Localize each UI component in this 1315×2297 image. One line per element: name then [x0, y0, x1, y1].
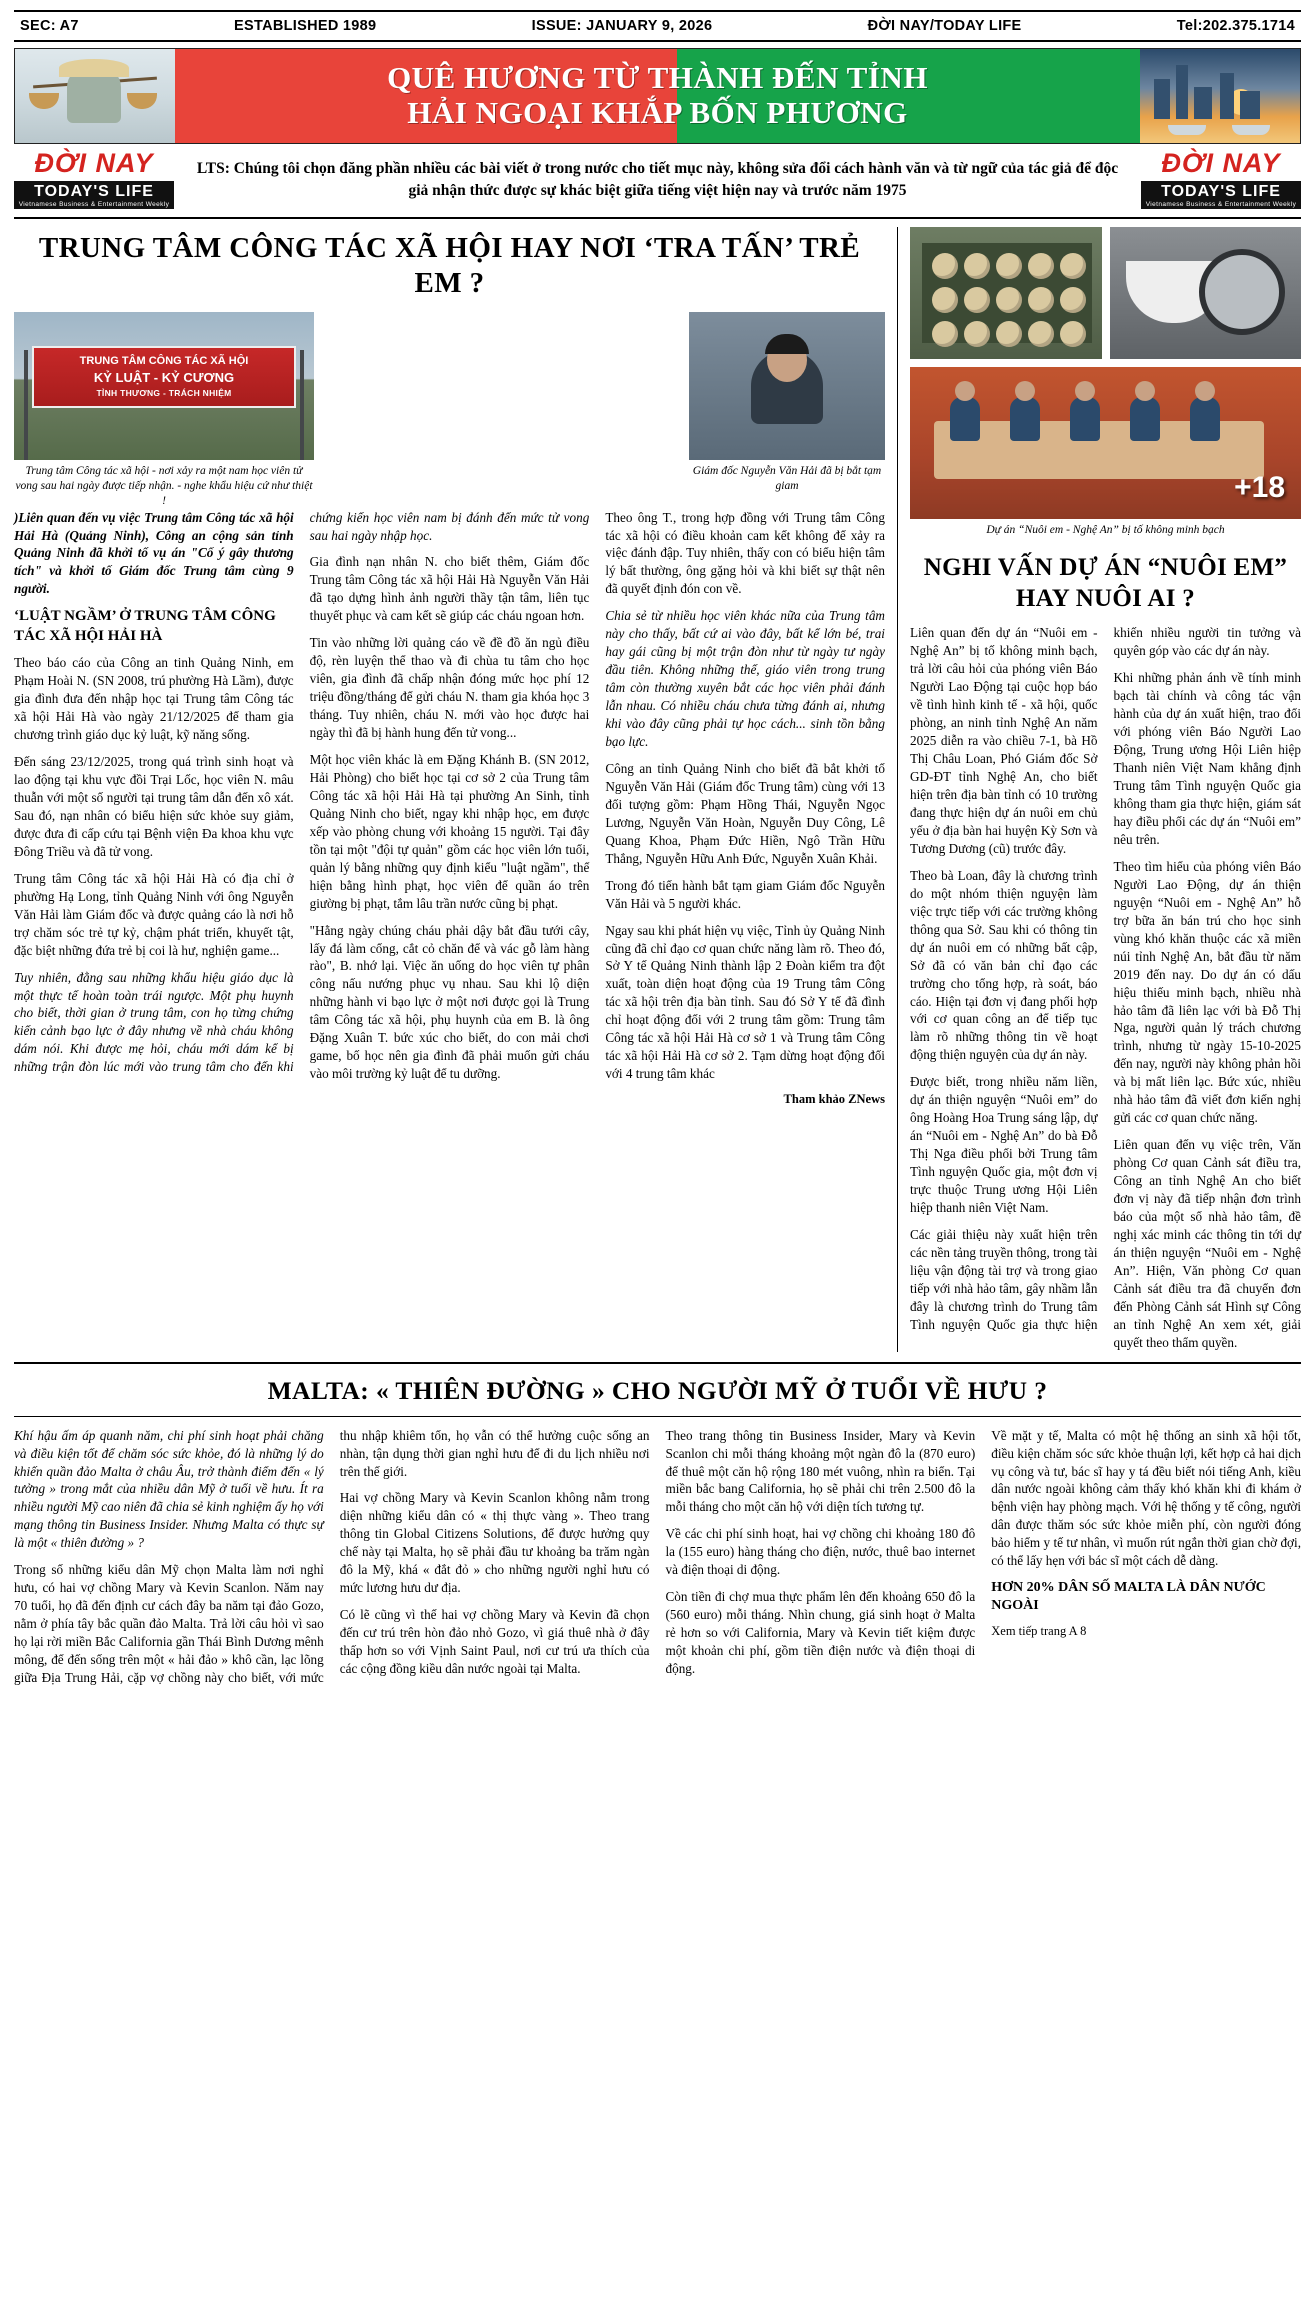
- egg-shape: [1028, 287, 1054, 313]
- egg-shape: [1060, 321, 1086, 347]
- building-shape: [1240, 91, 1260, 119]
- article2-photo-caption: Dự án “Nuôi em - Nghệ An” bị tố không minh bạch: [986, 524, 1225, 536]
- child-head-shape: [1075, 381, 1095, 401]
- building-shape: [1194, 87, 1212, 119]
- signboard: [32, 346, 296, 408]
- egg-shape: [996, 253, 1022, 279]
- lts-note: LTS: Chúng tôi chọn đăng phần nhiều các bài viết ở trong nước cho tiết mục này, không sửa đổi cách hành văn và từ ngữ của tác giả để độc giả nhận thức được sự khác biệt giữa tiếng việt hiện nay và trước năm 1975: [196, 160, 1119, 199]
- article1-source: Tham khảo ZNews: [783, 1092, 885, 1107]
- egg-shape: [996, 287, 1022, 313]
- article1-p7: Một học viên khác là em Đặng Khánh B. (SN 2012, Hải Phòng) cho biết học tại cơ sở 2 của Trung tâm Công tác xã hội Hải Hà tại phường An Sinh, tỉnh Quảng Ninh cho biết, ngay khi nhập học, em được xếp vào phòng chung với khoảng 15 người. Tại đây tồn tại một "đội tự quản" gồm các học viên lớn tuổi, quản lý bằng những quy định kiểu "luật ngầm", thể hiện bằng hình phạt, học viên để quần áo trên giường bị phạt, tắm lâu trần nước cũng bị phạt.: [309, 752, 590, 911]
- child-figure-shape: [1010, 397, 1040, 441]
- photo-egg-tray: [910, 227, 1102, 359]
- article2-p6: Theo tìm hiểu của phóng viên Báo Người Lao Động, dự án thiện nguyện “Nuôi em - Nghệ An” hỗ trợ bữa ăn bán trú cho học sinh vùng khó khăn thuộc các xã miền núi tỉnh Nghệ An, bắt đầu từ năm 2019 đến nay. Do dự án có dấu hiệu thiếu minh bạch, nhiều nhà hảo tâm đã liên lạc với bà Đỗ Thị Nga, người quản lý trách chương trình, nhưng từ ngày 15-10-2025 đến nay, người này không phản hồi và bị mất liên lạc. Bức xúc, nhiều nhà hảo tâm đã viết đơn kiến nghị gửi các cơ quan chức năng.: [1113, 858, 1301, 1126]
- egg-shape: [1028, 253, 1054, 279]
- egg-shape: [932, 287, 958, 313]
- cooking-pot-shape: [1199, 249, 1285, 335]
- pole-shape: [300, 350, 304, 460]
- article1-p8: "Hằng ngày chúng cháu phải dậy bắt đầu tưới cây, lấy đá làm cổng, cắt cỏ chăn để và vác gỗ làm hàng rào", B. nhớ lại. Việc ăn uống do học viên tự phân công nấu nướng phục vụ nhau. Sau khi lộ diện những hành vi bạo lực ở một nơi được gọi là Trung tâm Công tác xã hội, phụ huynh của em B. là ông Đặng Xuân T. bức xúc cho biết, do con mải chơi game, bố học nên gia đình đã phải muốn gửi cháu vào môi trường kỷ luật để tu dưỡng.: [309, 922, 590, 1082]
- photo-rice-pot: [1110, 227, 1302, 359]
- logo-name-text: ĐỜI NAY: [34, 148, 154, 178]
- article1-p5: Gia đình nạn nhân N. cho biết thêm, Giám đốc Trung tâm Công tác xã hội Hải Hà Nguyễn Văn Hải đã tạo dựng hình ảnh người thầy tận tâm, liên tục thuyết phục và cam kết sẽ giúp các cháu ngoan hơn.: [309, 554, 590, 624]
- article2-headline: NGHI VẤN DỰ ÁN “NUÔI EM” HAY NUÔI AI ?: [923, 553, 1288, 613]
- banner-photo-vendor: [15, 49, 175, 143]
- article3-p2: Trong số những kiểu dân Mỹ chọn Malta làm nơi nghỉ hưu, có hai vợ chồng Mary và Kevin Scanlon. Năm nay 70 tuổi, họ đã đến định cư cách đây ba năm tại đảo Gozo, nằm ở phía tây bắc quần đảo Malta. Trả lời câu hỏi vì sao họ lại rời miền Bắc California gần Thái Bình Dương mênh mông, để đến sống trên một « hải đảo » khô cần, lạc lõng giữa Địa Trung Hải, cặp vợ chồng này cho biết, với mức thu nhập khiêm tốn, họ vẫn có thể hưởng cuộc sống an nhàn, tận dụng thời gian nghỉ hưu để đi du lịch nhiều nơi trên thế giới.: [14, 1427, 650, 1685]
- article1-p12: Trong đó tiến hành bắt tạm giam Giám đốc Nguyễn Văn Hải và 5 người khác.: [605, 877, 885, 911]
- article1-subhead-1: ‘LUẬT NGẦM’ Ở TRUNG TÂM CÔNG TÁC XÃ HỘI HẢI HÀ: [14, 608, 276, 644]
- banner-title-block: [175, 49, 1140, 143]
- article1-p1: Theo báo cáo của Công an tinh Quảng Ninh, em Phạm Hoài N. (SN 2008, trú phường Hà Lầm), được gia đình đưa đến nhập học tại Trung tâm Công tác xã hội Hải Hà vào ngày 21/12/2025 để tham gia chương trình giáo dục kỷ luật, kỹ năng sống.: [14, 655, 294, 743]
- egg-shape: [932, 253, 958, 279]
- person-hair-shape: [765, 334, 809, 354]
- banner-photo-cityscape: [1140, 49, 1300, 143]
- child-head-shape: [1015, 381, 1035, 401]
- boat-shape: [1168, 125, 1206, 135]
- article3-p7: Còn tiền đi chợ mua thực phẩm lên đến khoảng 650 đô la (560 euro) mỗi tháng. Nhìn chung, giá sinh hoạt ở Malta rẻ hơn so với California, Mary và Kevin tiết kiệm được một khoản chi phí, gồm tiền điện nước và điện thoại di động.: [665, 1589, 976, 1677]
- basket-left-shape: [29, 93, 59, 109]
- article3-p1: Khí hậu ấm áp quanh năm, chi phí sinh hoạt phải chăng và điều kiện tốt để chăm sóc sức khỏe, đó là những lý do khiến quần đảo Malta ở châu Âu, trở thành điểm đến « lý tưởng » trong mắt của nhiều dân Mỹ ở tuổi về hưu. Ít ra nhiều người Mỹ cao niên đã chia sẻ kinh nghiệm ấy họ với mạng thông tin Business Insider. Nhưng Malta có thực sự là một « thiên đường » ?: [14, 1427, 324, 1551]
- article1-p10: Chia sẻ từ nhiều học viên khác nữa của Trung tâm này cho thấy, bất cứ ai vào đây, bất kể lớn bé, trai hay gái cũng bị một trận đòn như từ ngày tư ngày đầu tiên. Không những thế, giáo viên trong trung tâm còn thường xuyên bắt các học viên phải đánh lẫn nhau. Có nhiều cháu chưa từng đánh ai, nhưng khi vào đây cũng phải tự học cách... sinh tồn bằng bạo lực.: [605, 608, 885, 749]
- egg-shape: [996, 321, 1022, 347]
- article-social-center: [14, 227, 898, 1352]
- established-label: ESTABLISHED 1989: [234, 18, 377, 34]
- logo-subtitle-text: Vietnamese Business & Entertainment Weekly: [1145, 201, 1297, 208]
- article2-photo-row: [910, 227, 1301, 359]
- egg-shape: [932, 321, 958, 347]
- article3-p4: Có lẽ cũng vì thế hai vợ chồng Mary và Kevin đã chọn đến cư trú trên hòn đảo nhỏ Gozo, vì giá thuê nhà ở đây thấp hơn so với Vịnh Saint Paul, nơi cư trú ưa thích của các cộng đồng kiều dân nước ngoài tại Malta.: [339, 1607, 650, 1677]
- article2-p7: Liên quan đến vụ việc trên, Văn phòng Cơ quan Cảnh sát điều tra, Công an tỉnh Nghệ An cho biết đơn vị này đã tiếp nhận đơn trình báo của một số nhà hảo tâm, đề nghị xác minh các thông tin tới dự án thiện nguyện “Nuôi em - Nghệ An”. Hiện, Văn phòng Cơ quan Cảnh sát điều tra đã chuyển đơn đến Phòng Cảnh sát Hình sự Công an tỉnh Nghệ An xem xét, giải quyết theo thẩm quyền.: [1113, 1137, 1301, 1350]
- article3-endnote: HƠN 20% DÂN SỐ MALTA LÀ DÂN NƯỚC NGOÀI: [991, 1580, 1266, 1614]
- child-figure-shape: [1190, 397, 1220, 441]
- section-label: SEC: A7: [20, 18, 79, 34]
- logo-tagline-box: [1141, 181, 1301, 209]
- egg-row: [932, 287, 1086, 313]
- lts-row: [14, 150, 1301, 209]
- boat-shape: [1232, 125, 1270, 135]
- egg-row: [932, 321, 1086, 347]
- article1-p3: Trung tâm Công tác xã hội Hải Hà có địa chỉ ở phường Hạ Long, tỉnh Quảng Ninh với ông Nguyễn Văn Hải làm Giám đốc và được quảng cáo là nơi hỗ trợ chăm sóc trẻ tự kỷ, chậm phát triển, khuyết tật, đặc biệt những đứa trẻ bị coi là hư, nghiện game...: [14, 870, 294, 958]
- logo-tagline-box: [14, 181, 174, 209]
- pole-shape: [24, 350, 28, 460]
- article3-p6: Về các chi phí sinh hoạt, hai vợ chồng chi khoảng 180 đô la (155 euro) hàng tháng cho điện, nước, thuê bao internet và điện thoại di động.: [665, 1526, 976, 1578]
- egg-shape: [964, 321, 990, 347]
- sign-line2: KỶ LUẬT - KỶ CƯƠNG: [93, 370, 235, 386]
- sign-line1: TRUNG TÂM CÔNG TÁC XÃ HỘI: [79, 355, 249, 368]
- building-shape: [1220, 73, 1234, 119]
- header-divider: [14, 217, 1301, 219]
- photo-center-sign: [14, 312, 314, 460]
- article1-p11: Công an tỉnh Quảng Ninh cho biết đã bắt khởi tố Nguyễn Văn Hải (Giám đốc Trung tâm) cùng với 13 đối tượng gồm: Phạm Hồng Thái, Nguyễn Ngọc Lương, Nguyễn Văn Hoàn, Nguyễn Duy Công, Lê Quang Khoa, Phạm Đức Hiền, Ngô Trần Hữu Thắng, Nguyễn Hữu Anh Đức, Nguyễn Xuân Khải.: [605, 760, 885, 866]
- article2-p5: Khi những phản ánh về tính minh bạch tài chính và công tác vận hành của dự án xuất hiện, trao đổi với phóng viên Báo Người Lao Động, Trung ương Hội Liên hiệp Thanh niên Việt Nam khẳng định Trung tâm Tình nguyện Quốc gia không tham gia thực hiện, giám sát hay điều phối các dự án “Nuôi em” nêu trên.: [1113, 670, 1301, 847]
- article1-p9: Theo ông T., trong hợp đồng với Trung tâm Công tác xã hội có điều khoản cam kết không để xảy ra việc đánh đập. Tuy nhiên, thấy con có biểu hiện tâm lý bất thường, ông gặng hỏi và khi biết sự thật nên đã quyết định đón con về.: [605, 509, 885, 597]
- article3-p3: Hai vợ chồng Mary và Kevin Scanlon không nằm trong diện những kiểu dân có « thị thực vàng ». Theo trang thông tin Global Citizens Solutions, để được hưởng quy chế này tại Malta, họ sẽ phải đầu tư khoảng ba trăm ngàn đô la Mỹ, khá « đắt đỏ » cho những người nghỉ hưu có mức lương hưu dư địa.: [339, 1490, 650, 1596]
- article1-body: [14, 509, 885, 1108]
- article1-p13: Ngay sau khi phát hiện vụ việc, Tỉnh ủy Quảng Ninh cũng đã chỉ đạo cơ quan chức năng làm rõ. Theo đó, Sở Y tế Quảng Ninh thành lập 2 Đoàn kiểm tra đột xuất, toàn diện hoạt động của 19 Trung tâm Công tác xã hội trên địa bàn tỉnh. Sau đó Sở Y tế đã đình chỉ hoạt động đối với 2 trung tâm gồm: Trung tâm Công tác xã hội Hải Hà cơ sở 1 và Trung tâm Công tác xã hội Hải Hà cơ sở 2. Tạm dừng hoạt động đối với 4 trung tâm khác: [605, 922, 885, 1082]
- child-figure-shape: [1130, 397, 1160, 441]
- logo-tagline-text: TODAY'S LIFE: [34, 183, 154, 200]
- article2-p3: Được biết, trong nhiều năm liền, dự án thiện nguyện “Nuôi em” do ông Hoàng Hoa Trung sáng lập, dự án “Nuôi em - Nghệ An” do bà Đỗ Thị Nga điều phối bởi Trung tâm Tình nguyện Quốc gia, một đơn vị trực thuộc Trung ương Hội Liên hiệp thanh niên Việt Nam.: [910, 1074, 1098, 1215]
- sign-line3: TỈNH THƯƠNG - TRÁCH NHIỆM: [96, 388, 232, 399]
- article1-p6: Tin vào những lời quảng cáo về đề đồ ăn ngủ điều độ, rèn luyện thể thao và đi chùa tu tâm cho học viên, gia đình đã chấp nhận đóng mức học phí 12 triệu đồng/tháng để gửi cháu N. tham gia khóa học 3 tháng. Tuy nhiên, cháu N. mới vào học được hai ngày thì đã bị hành hung đến tử vong...: [309, 635, 590, 741]
- photo-center-caption: Trung tâm Công tác xã hội - nơi xảy ra một nam học viên tử vong sau hai ngày được tiếp nhận. - nghe khẩu hiệu cứ như thiệt !: [15, 464, 313, 507]
- egg-shape: [1060, 287, 1086, 313]
- egg-shape: [964, 253, 990, 279]
- main-content: [14, 227, 1301, 1352]
- article3-continuation: Xem tiếp trang A 8: [991, 1623, 1087, 1638]
- telephone-label: Tel:202.375.1714: [1176, 18, 1295, 34]
- logo-tagline-text: TODAY'S LIFE: [1161, 183, 1281, 200]
- egg-shape: [964, 287, 990, 313]
- issue-date-label: ISSUE: JANUARY 9, 2026: [531, 18, 713, 34]
- article2-p2: Theo bà Loan, đây là chương trình do một nhóm thiện nguyện làm việc trực tiếp với các trường không thông qua Sở. Sau khi có thông tin dự án nuôi em có những bất cập, Sở đã có văn bản chỉ đạo các trường cho tổng hợp, rà soát, báo cáo. Hiện tại đơn vị đang phối hợp với cơ quan công an để tiếp tục làm rõ những thông tin về hoạt động thiện nguyện của dự án này.: [910, 867, 1098, 1063]
- article2-p1: Liên quan đến dự án “Nuôi em - Nghệ An” bị tố không minh bạch, trả lời câu hỏi của phóng viên Báo Người Lao Động tại cuộc họp báo về tình hình kinh tế - xã hội, quốc phòng, an ninh tỉnh Nghệ An năm 2025 diễn ra vào chiều 7-1, bà Hồ Thị Châu Loan, Phó Giám đốc Sở GD-ĐT tỉnh Nghệ An, cho biết hiện trên địa bàn tỉnh có 10 trường đang thực hiện dự án nuôi em chủ yếu ở địa bàn hai huyện Kỳ Sơn và Tương Dương (cũ) trước đây.: [910, 625, 1098, 856]
- masthead-banner: [14, 48, 1301, 144]
- child-figure-shape: [1070, 397, 1100, 441]
- article1-p2: Đến sáng 23/12/2025, trong quá trình sinh hoạt và lao động tại khu vực đồi Trại Lốc, học viên N. mâu thuẫn với một số người tại trung tâm dẫn đến xô xát. Sau đó, nạn nhân có biểu hiện sức khỏe suy giảm, được đưa đi cấp cứu tại Bệnh viện Đa khoa khu vực Đông Triều và đã tử vong.: [14, 754, 294, 859]
- child-figure-shape: [950, 397, 980, 441]
- article3-body: [14, 1427, 1301, 1687]
- article2-p4: Các giải thiệu này xuất hiện trên các nền tảng truyền thông, trong tài liệu vận động tài trợ và trong giao tiếp với nhà hảo tâm, gây nhầm lẫn đây là chương trình do Trung tâm Tình nguyện Quốc gia thực hiện khiến nhiều người tin tưởng và quyên góp vào các dự án này.: [910, 625, 1301, 1332]
- article-nuoi-em: [898, 227, 1301, 1352]
- logo-name-text: ĐỜI NAY: [1161, 148, 1281, 178]
- banner-title-line2: HẢI NGOẠI KHẮP BỐN PHƯƠNG: [407, 95, 908, 130]
- building-shape: [1154, 79, 1170, 119]
- egg-shape: [1060, 253, 1086, 279]
- child-head-shape: [1195, 381, 1215, 401]
- article3-p8: Về mặt y tế, Malta có một hệ thống an sinh xã hội tốt, điều kiện chăm sóc sức khỏe thuận lợi, kết hợp cả hai dịch vụ công và tư, bác sĩ hay y tá đều biết nói tiếng Anh, kiều dân nước ngoài không cảm thấy khó khăn khi đi khám ở bệnh viện hay phòng mạch. Với hệ thống y tế công, người dân được thăm sóc sức khỏe miễn phí, còn người đóng bảo hiểm y tế tư nhân, vì muốn rút ngắn thời gian chờ đợi, có thể lấy hẹn với bác sĩ một cách dễ dàng.: [991, 1427, 1301, 1569]
- page-header-bar: [14, 10, 1301, 42]
- paper-name-label: ĐỜI NAY/TODAY LIFE: [867, 18, 1022, 34]
- child-head-shape: [955, 381, 975, 401]
- egg-shape: [1028, 321, 1054, 347]
- child-head-shape: [1135, 381, 1155, 401]
- article3-divider: [14, 1416, 1301, 1417]
- article2-body: [910, 624, 1301, 1351]
- egg-row: [932, 253, 1086, 279]
- basket-right-shape: [127, 93, 157, 109]
- banner-title-line1: QUÊ HƯƠNG TỪ THÀNH ĐẾN TỈNH: [387, 60, 928, 96]
- logo-right: [1141, 150, 1301, 209]
- conical-hat-shape: [59, 59, 129, 77]
- photo-director: [689, 312, 885, 460]
- age-restriction-badge: +18: [1234, 471, 1285, 504]
- article1-p4: Tuy nhiên, đằng sau những khẩu hiệu giáo dục là một thực tế hoàn toàn trái ngược. Một phụ huynh cho biết, thời gian ở trung tâm, con họ từng chứng kiến cảnh bạo lực ở đây nhưng về nhà cháu không dám nói. Khi được mẹ hỏi, cháu mới dám kể bị những trận đòn lúc mới vào trung tâm cho đến khi chứng kiến học viên nam bị đánh đến mức tử vong sau hai ngày nhập học.: [14, 509, 590, 1075]
- building-shape: [1176, 65, 1188, 119]
- logo-subtitle-text: Vietnamese Business & Entertainment Weekly: [18, 201, 170, 208]
- logo-left: [14, 150, 174, 209]
- article3-p5: Theo trang thông tin Business Insider, Mary và Kevin Scanlon chi mỗi tháng khoảng một ngàn đô la (870 euro) để thuê một căn hộ rộng 180 mét vuông, nhìn ra biển. Tại miền bắc bang California, họ sẽ phải chi trên 2.500 đô la mỗi tháng cho một căn hộ với diện tích tương tự.: [665, 1427, 976, 1515]
- article-malta: [14, 1362, 1301, 1687]
- article3-headline: MALTA: « THIÊN ĐƯỜNG » CHO NGƯỜI MỸ Ở TUỔI VỀ HƯU ?: [267, 1375, 1048, 1405]
- photo-children-meal: [910, 367, 1301, 519]
- article1-headline: TRUNG TÂM CÔNG TÁC XÃ HỘI HAY NƠI ‘TRA TẤN’ TRẺ EM ?: [38, 232, 861, 300]
- article1-photo-row: [14, 312, 885, 509]
- photo-director-caption: Giám đốc Nguyễn Văn Hải đã bị bắt tạm giam: [692, 464, 882, 492]
- article1-lead: )Liên quan đến vụ việc Trung tâm Công tác xã hội Hải Hà (Quảng Ninh), Công an cộng sản tỉnh Quảng Ninh đã khởi tố vụ án "Cố ý gây thương tích" và khởi tố Giám đốc Trung tâm cùng 9 người.: [14, 509, 294, 597]
